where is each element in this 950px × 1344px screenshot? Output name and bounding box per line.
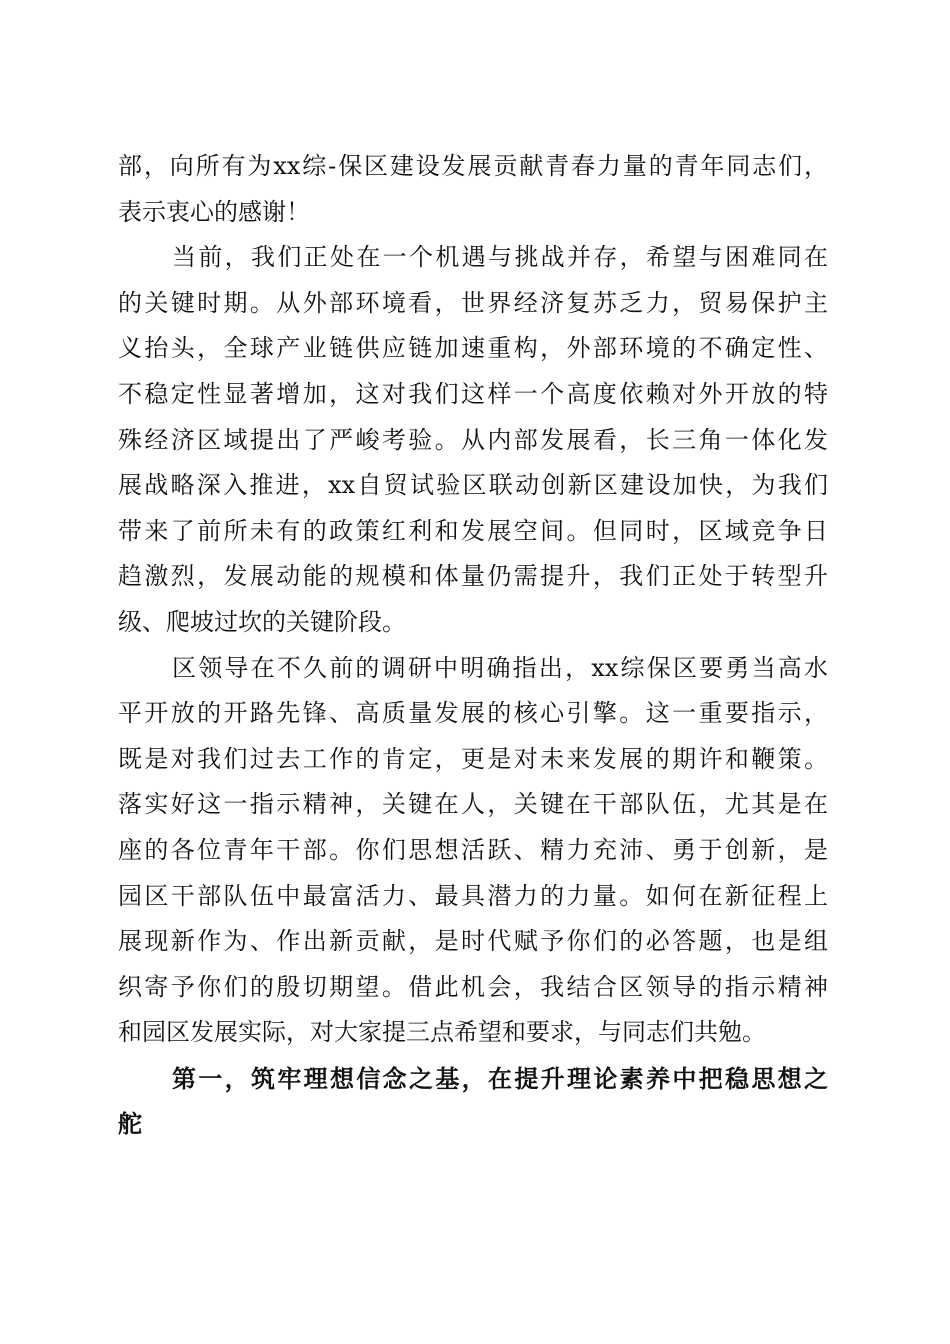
text-line: 带来了前所未有的政策红利和发展空间。但同时，区域竞争日 <box>118 516 828 545</box>
text-line: 园区干部队伍中最富活力、最具潜力的力量。如何在新征程上 <box>118 881 828 910</box>
text-line: 区领导在不久前的调研中明确指出，xx综保区要勇当高水 <box>172 653 828 682</box>
text-line: 和园区发展实际，对大家提三点希望和要求，与同志们共勉。 <box>118 1018 766 1047</box>
document-body <box>118 144 828 1147</box>
text-line: 的关键时期。从外部环境看，世界经济复苏乏力，贸易保护主 <box>118 288 828 317</box>
paragraph <box>118 144 828 235</box>
text-line: 义抬头，全球产业链供应链加速重构，外部环境的不确定性、 <box>118 334 828 363</box>
text-line: 既是对我们过去工作的肯定，更是对未来发展的期许和鞭策。 <box>118 744 828 773</box>
text-line: 座的各位青年干部。你们思想活跃、精力充沛、勇于创新，是 <box>118 835 828 864</box>
text-line: 展战略深入推进，xx自贸试验区联动创新区建设加快，为我们 <box>118 471 828 500</box>
text-line: 织寄予你们的殷切期望。借此机会，我结合区领导的指示精神 <box>118 972 828 1001</box>
heading-line: 第一，筑牢理想信念之基，在提升理论素养中把稳思想之 <box>172 1063 828 1093</box>
text-line: 部，向所有为xx综-保区建设发展贡献青春力量的青年同志们， <box>118 152 828 180</box>
text-line: 殊经济区域提出了严峻考验。从内部发展看，长三角一体化发 <box>118 425 828 454</box>
text-line: 不稳定性显著增加，这对我们这样一个高度依赖对外开放的特 <box>118 379 828 408</box>
paragraph <box>118 235 828 645</box>
text-line: 落实好这一指示精神，关键在人，关键在干部队伍，尤其是在 <box>118 790 828 819</box>
text-line: 表示衷心的感谢！ <box>118 197 310 226</box>
text-line: 级、爬坡过坎的关键阶段。 <box>118 607 406 636</box>
text-line: 当前，我们正处在一个机遇与挑战并存，希望与困难同在 <box>172 243 828 272</box>
text-line: 趋激烈，发展动能的规模和体量仍需提升，我们正处于转型升 <box>118 562 828 591</box>
text-line: 展现新作为、作出新贡献，是时代赋予你们的必答题，也是组 <box>118 927 828 956</box>
heading-line: 舵 <box>118 1109 142 1139</box>
text-line: 平开放的开路先锋、高质量发展的核心引擎。这一重要指示， <box>118 699 828 728</box>
paragraph <box>118 646 828 1056</box>
section-heading <box>118 1056 828 1147</box>
